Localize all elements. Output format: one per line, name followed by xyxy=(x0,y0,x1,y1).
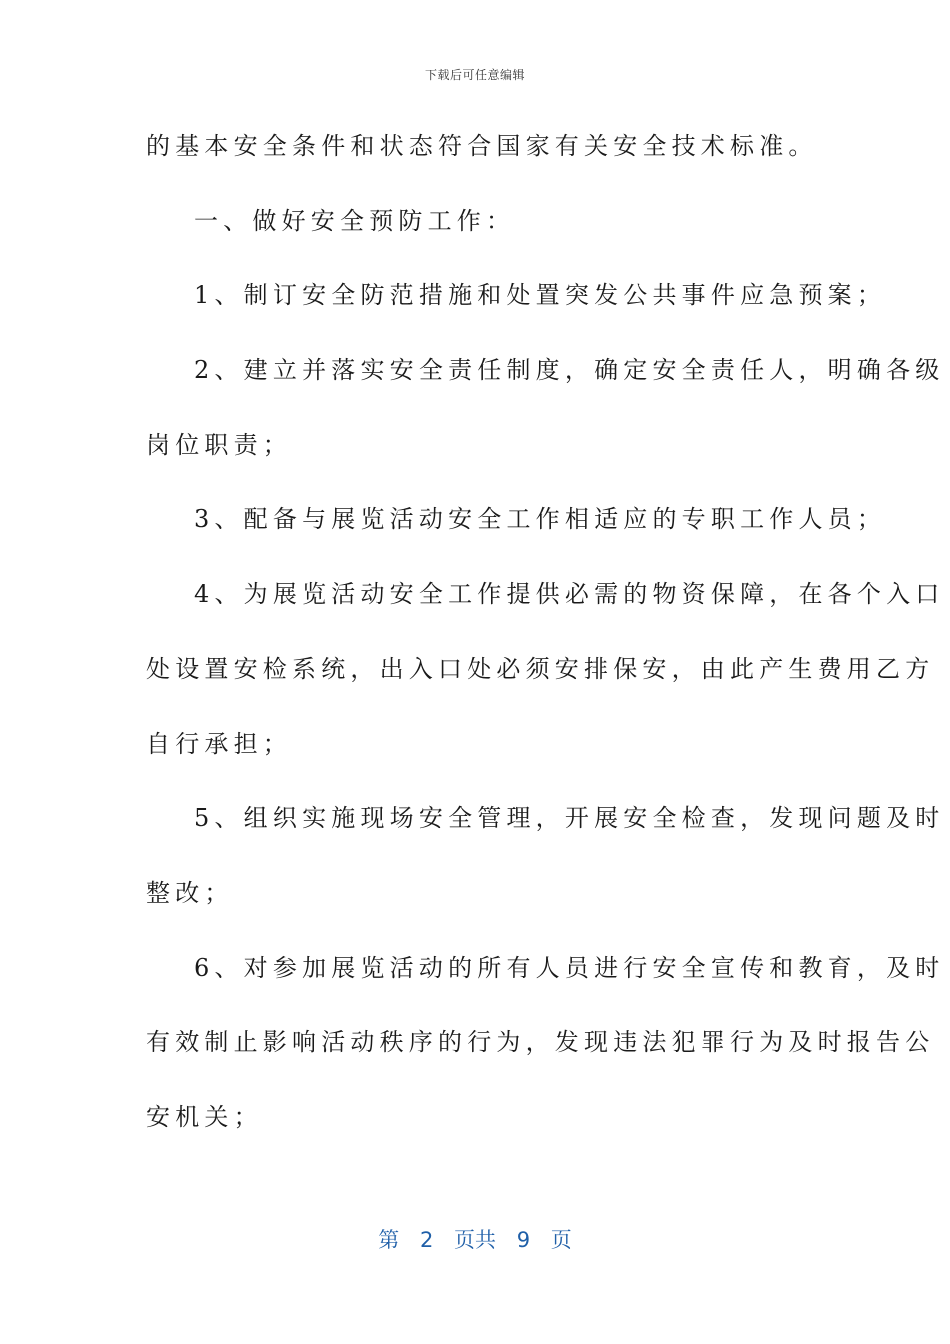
document-body xyxy=(146,121,945,1167)
paragraph-line: 整改； xyxy=(146,878,234,907)
paragraph-line: 有效制止影响活动秩序的行为，发现违法犯罪行为及时报告公 xyxy=(146,1028,935,1057)
footer-total-pages: 9 xyxy=(516,1228,531,1252)
paragraph-line: 自行承担； xyxy=(146,729,292,758)
paragraph-line: 5、组织实施现场安全管理，开展安全检查，发现问题及时 xyxy=(194,804,945,833)
footer-current-page: 2 xyxy=(419,1228,434,1252)
paragraph-line: 处设置安检系统，出入口处必须安排保安，由此产生费用乙方 xyxy=(146,654,935,683)
page-header xyxy=(0,66,950,83)
paragraph-line: 岗位职责； xyxy=(146,430,292,459)
paragraph-line: 1、制订安全防范措施和处置突发公共事件应急预案； xyxy=(194,281,887,310)
page-footer xyxy=(0,1224,950,1254)
paragraph-line: 安机关； xyxy=(146,1102,263,1131)
header-text: 下载后可任意编辑 xyxy=(424,68,525,82)
footer-suffix: 页 xyxy=(550,1228,572,1252)
paragraph-line: 的基本安全条件和状态符合国家有关安全技术标准。 xyxy=(146,132,818,160)
footer-middle: 页共 xyxy=(454,1228,496,1252)
paragraph-line: 3、配备与展览活动安全工作相适应的专职工作人员； xyxy=(194,505,887,534)
paragraph-line: 2、建立并落实安全责任制度，确定安全责任人，明确各级 xyxy=(194,356,945,385)
paragraph-line: 6、对参加展览活动的所有人员进行安全宣传和教育，及时 xyxy=(194,953,945,982)
footer-prefix: 第 xyxy=(378,1228,400,1252)
paragraph-line: 4、为展览活动安全工作提供必需的物资保障，在各个入口 xyxy=(194,580,945,609)
paragraph-line: 一、做好安全预防工作： xyxy=(194,206,516,235)
